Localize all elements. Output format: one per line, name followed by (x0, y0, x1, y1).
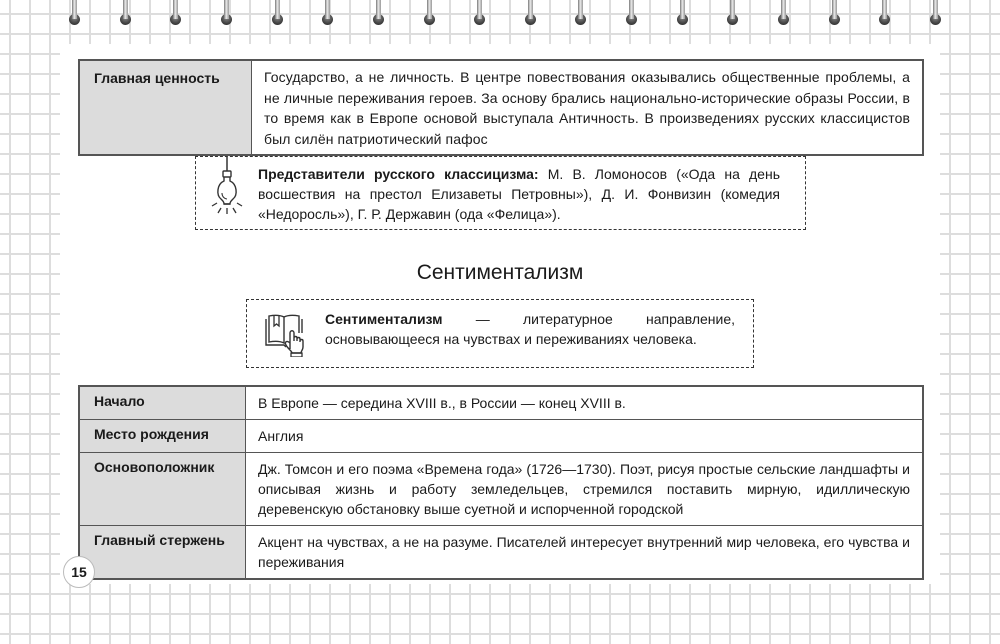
definition-body: — литературное направление, основывающееся на чувствах и переживаниях человека. (325, 311, 735, 347)
spiral-ring (221, 0, 233, 28)
page-number: 15 (63, 556, 95, 588)
spiral-ring (424, 0, 436, 28)
table-row (79, 386, 923, 420)
row-value: Акцент на чувствах, а не на разуме. Писателей интересует внутренний мир человека, его чувства и переживания (246, 526, 924, 580)
spiral-ring (626, 0, 638, 28)
classicism-table (78, 59, 924, 156)
spiral-ring (575, 0, 587, 28)
book-pointer-icon (262, 313, 312, 357)
definition-note (246, 299, 754, 368)
representatives-text (258, 164, 780, 224)
section-title: Сентиментализм (416, 261, 584, 284)
row-key: Начало (79, 386, 246, 420)
representatives-title: Представители русского классицизма: (258, 166, 539, 182)
spiral-ring (373, 0, 385, 28)
definition-term: Сентиментализм (325, 311, 443, 327)
representatives-list: М. В. Ломоносов («Ода на день восшествия на престол Елизаветы Петровны»), Д. И. Фонвизин (комедия «Недоросль»), Г. Р. Державин (ода «Фелица»). (258, 166, 780, 222)
row-key: Основоположник (79, 453, 246, 526)
sentimentalism-table (78, 385, 924, 580)
spiral-binding (0, 0, 1000, 30)
spiral-ring (727, 0, 739, 28)
representatives-note (195, 156, 806, 230)
row-key: Главная ценность (79, 60, 252, 155)
row-key: Место рождения (79, 420, 246, 453)
row-value: Государство, а не личность. В центре повествования оказывались общественные проблемы, а не личные переживания героев. За основу брались национально-исторические образы России, в то время как в Европе основой выступала Античность. В произведениях русских классицистов был силён патриотический пафос (252, 60, 924, 155)
spiral-ring (930, 0, 942, 28)
definition-text (325, 309, 735, 349)
table-row (79, 526, 923, 580)
spiral-ring (778, 0, 790, 28)
spiral-ring (879, 0, 891, 28)
spiral-ring (525, 0, 537, 28)
spiral-ring (829, 0, 841, 28)
spiral-ring (322, 0, 334, 28)
spiral-ring (474, 0, 486, 28)
spiral-ring (677, 0, 689, 28)
table-row (79, 420, 923, 453)
row-key: Главный стержень (79, 526, 246, 580)
row-value: Дж. Томсон и его поэма «Времена года» (1726—1730). Поэт, рисуя простые сельские ландшафты и описывая жизнь и работу земледельцев, стремился поставить мирную, идиллическую деревенскую обстановку выше суетной и испорченной городской (246, 453, 924, 526)
row-value: Англия (246, 420, 924, 453)
lightbulb-icon (208, 157, 244, 219)
spiral-ring (69, 0, 81, 28)
spiral-ring (272, 0, 284, 28)
table-row (79, 60, 923, 155)
row-value: В Европе — середина XVIII в., в России — конец XVIII в. (246, 386, 924, 420)
spiral-ring (120, 0, 132, 28)
spiral-ring (170, 0, 182, 28)
table-row (79, 453, 923, 526)
